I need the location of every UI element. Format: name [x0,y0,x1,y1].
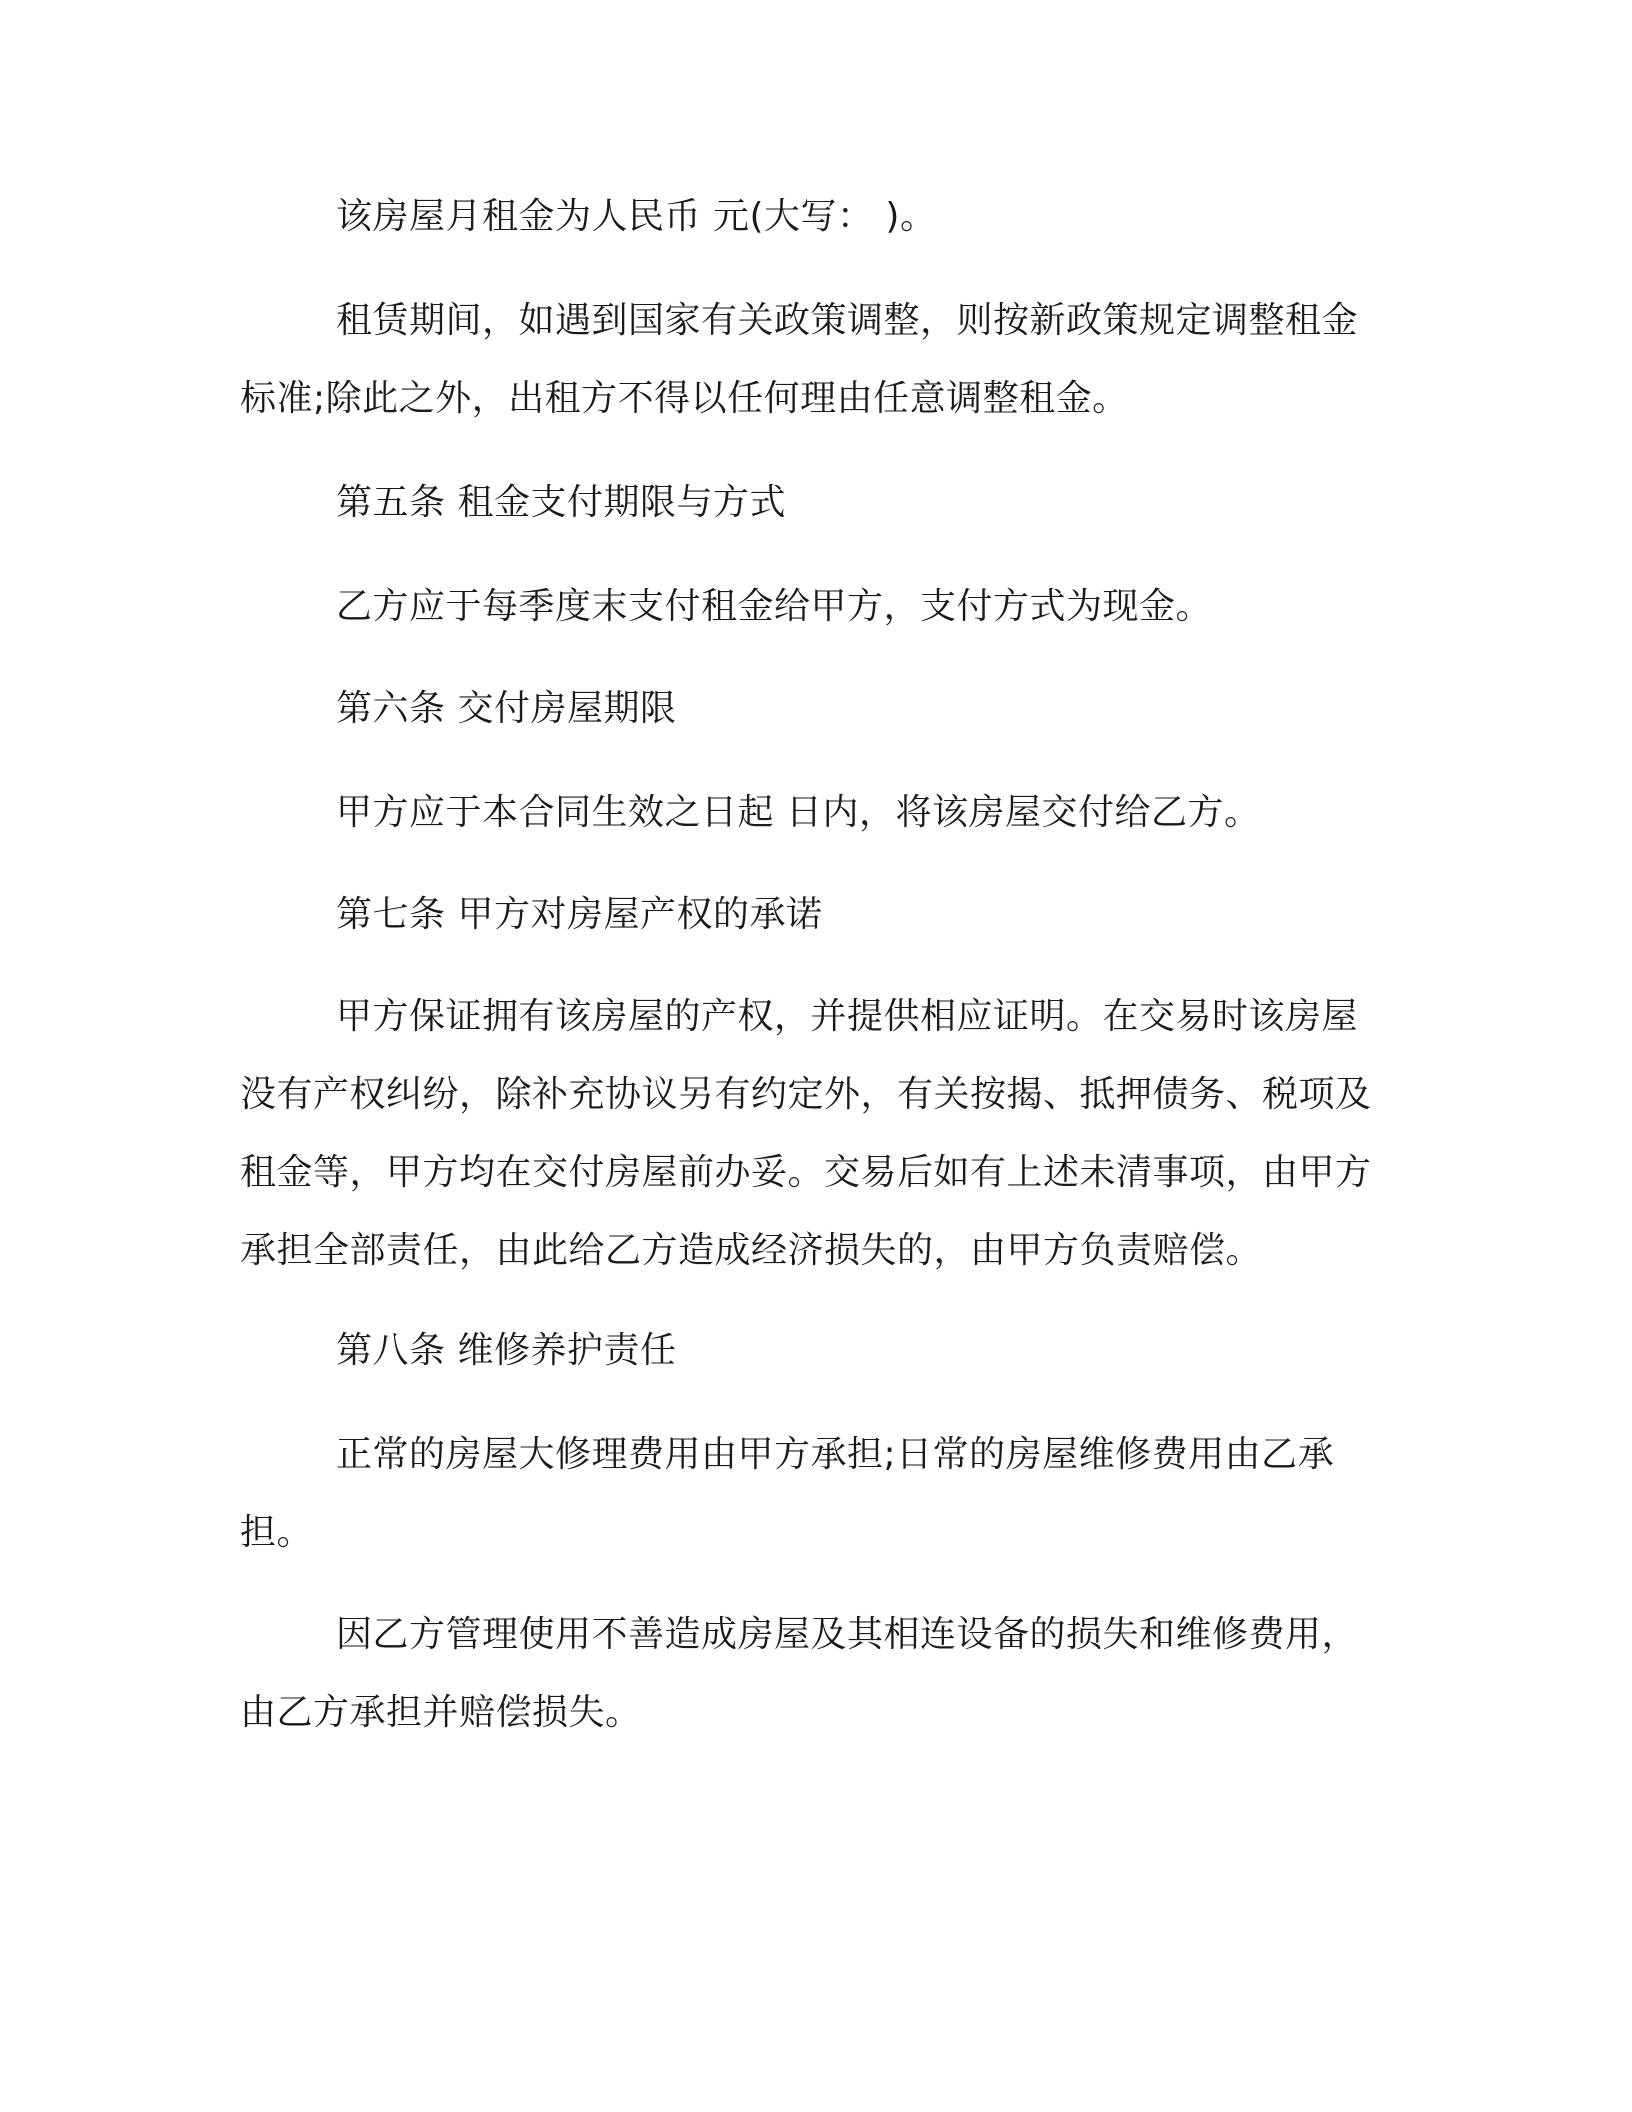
article-7-body: 甲方保证拥有该房屋的产权，并提供相应证明。在交易时该房屋没有产权纠纷，除补充协议另有约定外，有关按揭、抵押债务、税项及租金等，甲方均在交付房屋前办妥。交易后如有上述未清事项，由甲方承担全部责任，由此给乙方造成经济损失的，由甲方负责赔偿。 [240,996,1372,1271]
rent-amount-paragraph: 该房屋月租金为人民币 元(大写： )。 [336,196,937,237]
article-6-body: 甲方应于本合同生效之日起 日内，将该房屋交付给乙方。 [336,792,1261,833]
article-6-heading: 第六条 交付房屋期限 [336,688,677,729]
article-5-heading: 第五条 租金支付期限与方式 [336,482,786,523]
article-8-body-1: 正常的房屋大修理费用由甲方承担;日常的房屋维修费用由乙承担。 [240,1434,1335,1553]
rent-adjustment-paragraph: 租赁期间，如遇到国家有关政策调整，则按新政策规定调整租金标准;除此之外，出租方不得以任何理由任意调整租金。 [240,300,1359,419]
article-8-body-2: 因乙方管理使用不善造成房屋及其相连设备的损失和维修费用，由乙方承担并赔偿损失。 [240,1614,1359,1733]
article-5-body: 乙方应于每季度末支付租金给甲方，支付方式为现金。 [336,586,1213,627]
article-7-heading: 第七条 甲方对房屋产权的承诺 [336,894,823,935]
article-8-heading: 第八条 维修养护责任 [336,1330,677,1371]
